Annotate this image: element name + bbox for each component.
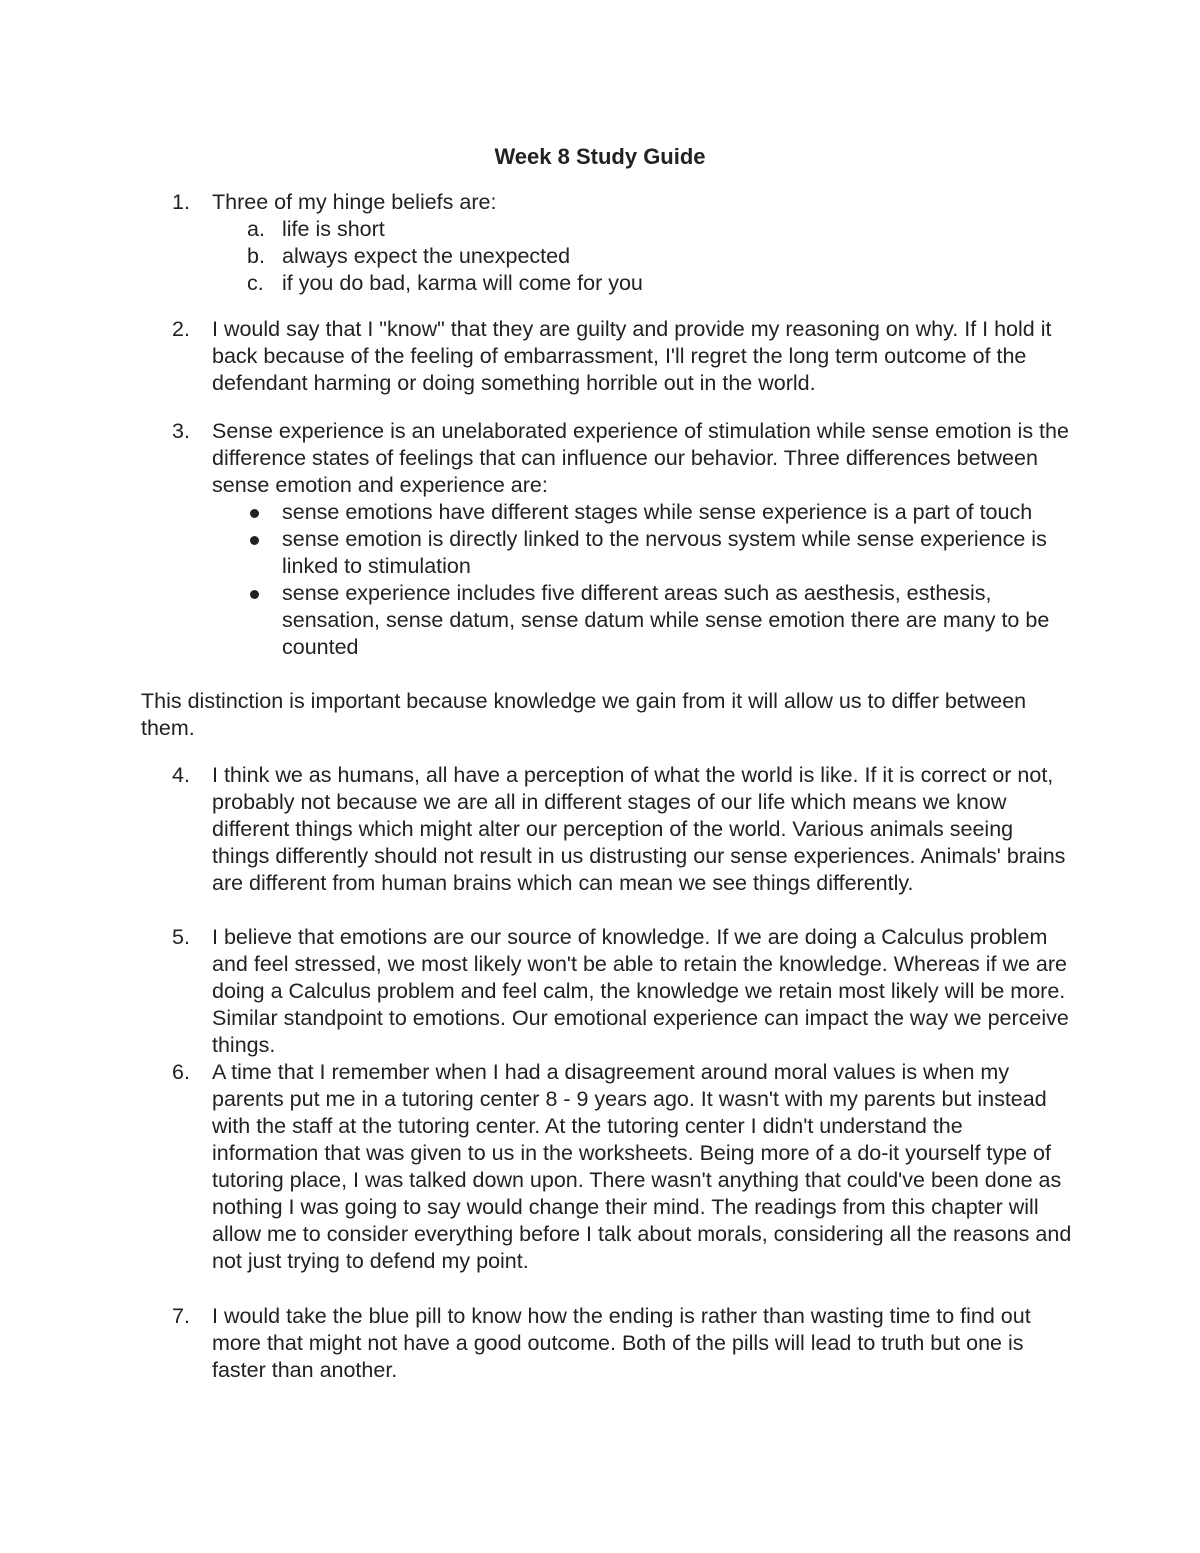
question-3-conclusion: This distinction is important because knowledge we gain from it will allow us to differ between them. bbox=[141, 689, 1027, 740]
question-2-text: I would say that I "know" that they are guilty and provide my reasoning on why. If I hold it back because of the feeling of embarrassment, I'll regret the long term outcome of the defendant harming or doing something horrible out in the world. bbox=[212, 317, 1052, 395]
bullet-item bbox=[212, 499, 1072, 526]
bullet-text: sense emotion is directly linked to the nervous system while sense experience is linked to stimulation bbox=[282, 527, 1047, 578]
question-4-text: I think we as humans, all have a perception of what the world is like. If it is correct or not, probably not because we are all in different stages of our life which means we know different things which might alter our perception of the world. Various animals seeing things differently should not result in us distrusting our sense experiences. Animals' brains are different from human brains which can mean we see things differently. bbox=[212, 763, 1066, 895]
sub-item-b-letter: b. bbox=[247, 244, 265, 268]
question-4 bbox=[172, 762, 1072, 897]
sub-item-c-letter: c. bbox=[247, 271, 264, 295]
question-7-text: I would take the blue pill to know how the ending is rather than wasting time to find out more that might not have a good outcome. Both of the pills will lead to truth but one is faster than another. bbox=[212, 1304, 1031, 1382]
bullet-icon bbox=[250, 590, 259, 599]
bullet-item bbox=[212, 580, 1072, 661]
question-5-number: 5. bbox=[172, 925, 190, 949]
question-5 bbox=[172, 924, 1072, 1059]
question-7-number: 7. bbox=[172, 1304, 190, 1328]
bullet-icon bbox=[250, 509, 259, 518]
bullet-text: sense experience includes five different areas such as aesthesis, esthesis, sensation, sense datum, sense datum while sense emotion there are many to be counted bbox=[282, 581, 1050, 659]
question-2 bbox=[172, 316, 1072, 397]
sub-item-a bbox=[212, 216, 1072, 243]
sub-item-b-text: always expect the unexpected bbox=[282, 244, 571, 268]
question-1-number: 1. bbox=[172, 190, 190, 214]
question-1-text: Three of my hinge beliefs are: bbox=[212, 190, 497, 214]
question-6-number: 6. bbox=[172, 1060, 190, 1084]
question-7 bbox=[172, 1303, 1072, 1384]
page-title: Week 8 Study Guide bbox=[494, 144, 706, 169]
sub-item-a-letter: a. bbox=[247, 217, 265, 241]
sub-item-a-text: life is short bbox=[282, 217, 385, 241]
question-1 bbox=[172, 189, 1072, 297]
question-6-text: A time that I remember when I had a disagreement around moral values is when my parents put me in a tutoring center 8 - 9 years ago. It wasn't with my parents but instead with the staff at the tutoring center. At the tutoring center I didn't understand the information that was given to us in the worksheets. Being more of a do-it yourself type of tutoring place, I was talked down upon. There wasn't anything that could've been done as nothing I was going to say would change their mind. The readings from this chapter will allow me to consider everything before I talk about morals, considering all the reasons and not just trying to defend my point. bbox=[212, 1060, 1072, 1273]
question-3-text: Sense experience is an unelaborated experience of stimulation while sense emotion is the difference states of feelings that can influence our behavior. Three differences between sense emotion and experience are: bbox=[212, 419, 1069, 497]
sub-item-b bbox=[212, 243, 1072, 270]
question-5-text: I believe that emotions are our source of knowledge. If we are doing a Calculus problem and feel stressed, we most likely won't be able to retain the knowledge. Whereas if we are doing a Calculus problem and feel calm, the knowledge we retain most likely will be more. Similar standpoint to emotions. Our emotional experience can impact the way we perceive things. bbox=[212, 925, 1069, 1057]
sub-item-c-text: if you do bad, karma will come for you bbox=[282, 271, 643, 295]
question-2-number: 2. bbox=[172, 317, 190, 341]
question-6 bbox=[172, 1059, 1072, 1275]
sub-item-c bbox=[212, 270, 1072, 297]
question-3-number: 3. bbox=[172, 419, 190, 443]
bullet-icon bbox=[250, 536, 259, 545]
question-4-number: 4. bbox=[172, 763, 190, 787]
bullet-text: sense emotions have different stages while sense experience is a part of touch bbox=[282, 500, 1033, 524]
question-3 bbox=[172, 418, 1072, 661]
bullet-item bbox=[212, 526, 1072, 580]
